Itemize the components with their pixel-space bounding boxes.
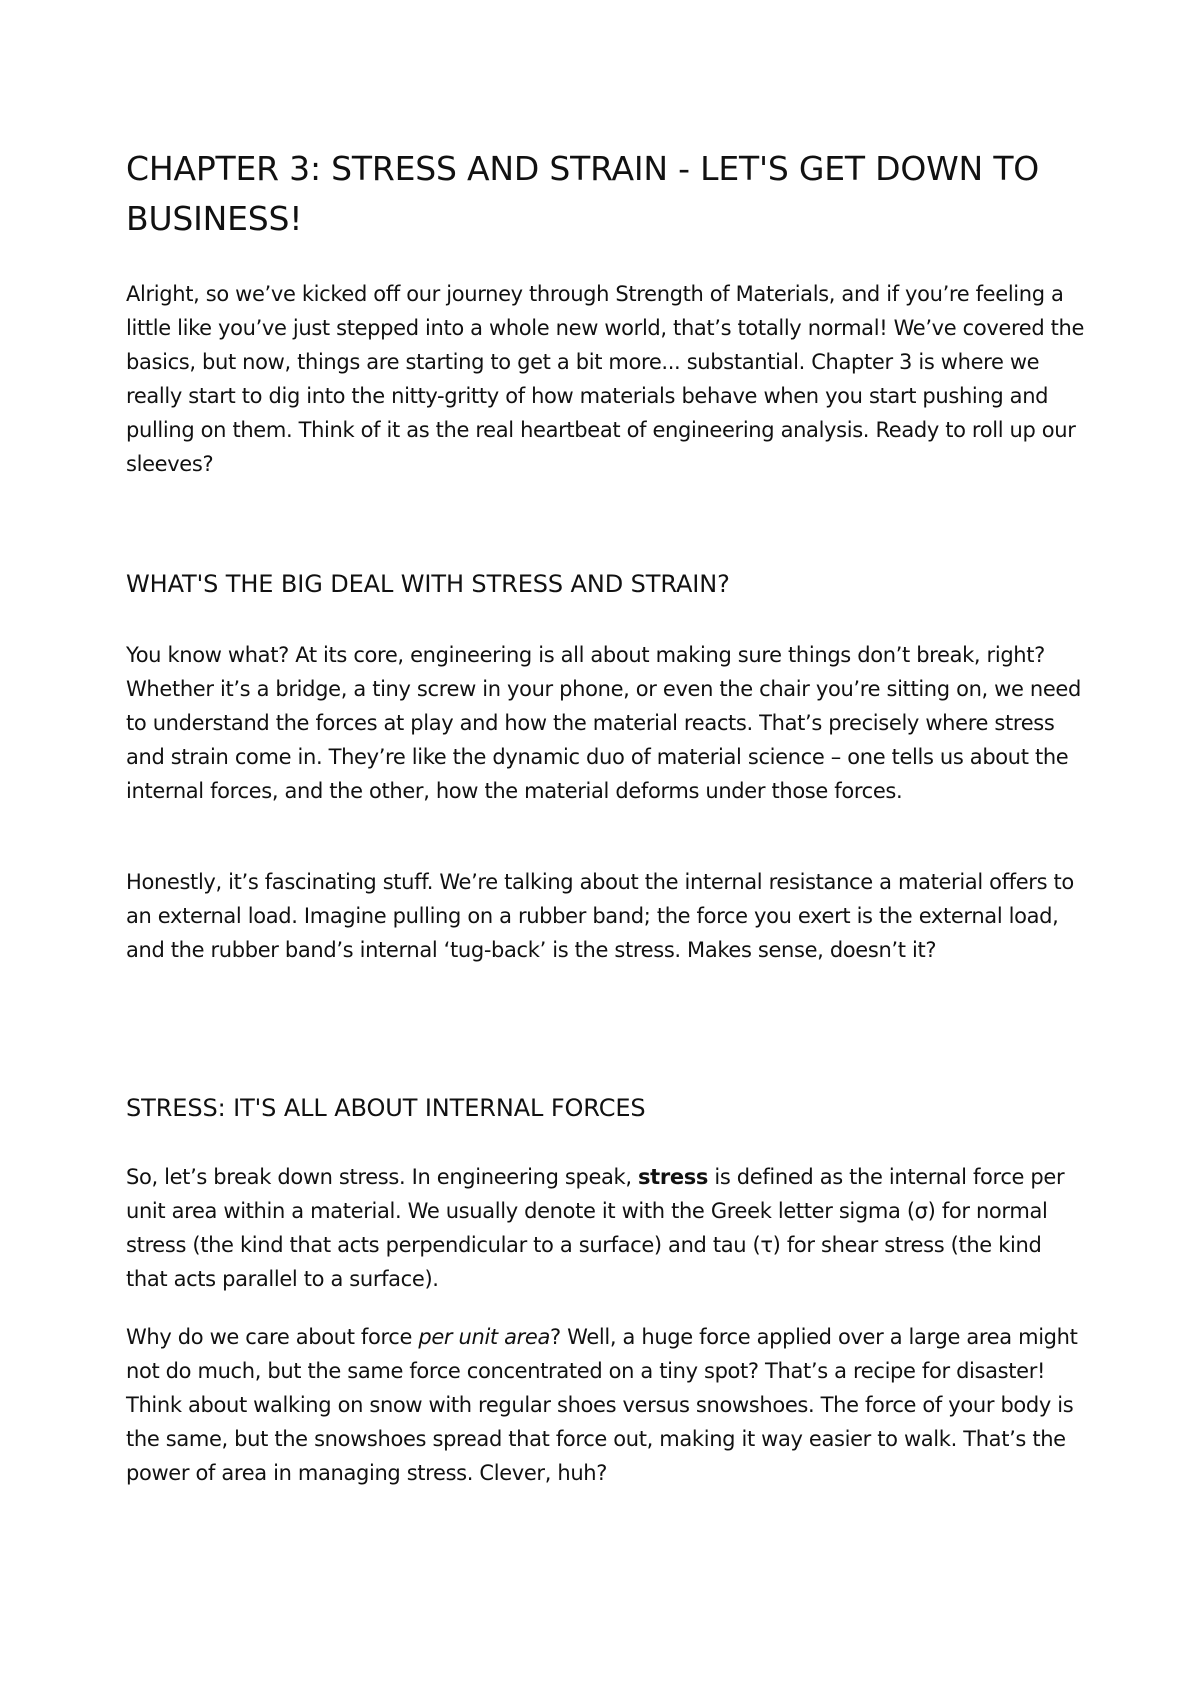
paragraph-text: So, let’s break down stress. In engineering speak, [126,1165,639,1189]
paragraph-engineering-core: You know what? At its core, engineering is all about making sure things don’t break, right? Whether it’s a bridge, a tiny screw in your phone, or even the chair you’re sitting on, we need to understand the forces at play and how the material reacts. That’s precisely where stress and strain come in. They’re like the dynamic duo of material science – one tells us about the internal forces, and the other, how the material deforms under those forces. [126,643,1081,803]
section-heading-big-deal: WHAT'S THE BIG DEAL WITH STRESS AND STRAIN? [126,570,730,598]
paragraph-text: is defined as the internal force per unit area within a material. We usually denote it with the Greek letter sigma (σ) for normal stress (the kind that acts perpendicular to a surface) and tau (τ) for shear stress (the kind that acts parallel to a surface). [126,1165,1065,1291]
italic-term-per-unit-area: per unit area [418,1325,551,1349]
paragraph-stress-definition [126,1160,1086,1296]
paragraph-per-unit-area [126,1320,1086,1490]
section-heading-stress: STRESS: IT'S ALL ABOUT INTERNAL FORCES [126,1094,646,1122]
bold-term-stress: stress [638,1165,709,1189]
intro-paragraph: Alright, so we’ve kicked off our journey through Strength of Materials, and if you’re feeling a little like you’ve just stepped into a whole new world, that’s totally normal! We’ve covered the basics, but now, things are starting to get a bit more... substantial. Chapter 3 is where we really start to dig into the nitty-gritty of how materials behave when you start pushing and pulling on them. Think of it as the real heartbeat of engineering analysis. Ready to roll up our sleeves? [126,282,1085,476]
paragraph-text: Why do we care about force [126,1325,419,1349]
paragraph-rubber-band: Honestly, it’s fascinating stuff. We’re talking about the internal resistance a material offers to an external load. Imagine pulling on a rubber band; the force you exert is the external load, and the rubber band’s internal ‘tug-back’ is the stress. Makes sense, doesn’t it? [126,870,1074,962]
paragraph-text: ? Well, a huge force applied over a large area might not do much, but the same force concentrated on a tiny spot? That’s a recipe for disaster! Think about walking on snow with regular shoes versus snowshoes. The force of your body is the same, but the snowshoes spread that force out, making it way easier to walk. That’s the power of area in managing stress. Clever, huh? [126,1325,1078,1485]
chapter-title: CHAPTER 3: STRESS AND STRAIN - LET'S GET DOWN TO BUSINESS! [126,149,1040,238]
